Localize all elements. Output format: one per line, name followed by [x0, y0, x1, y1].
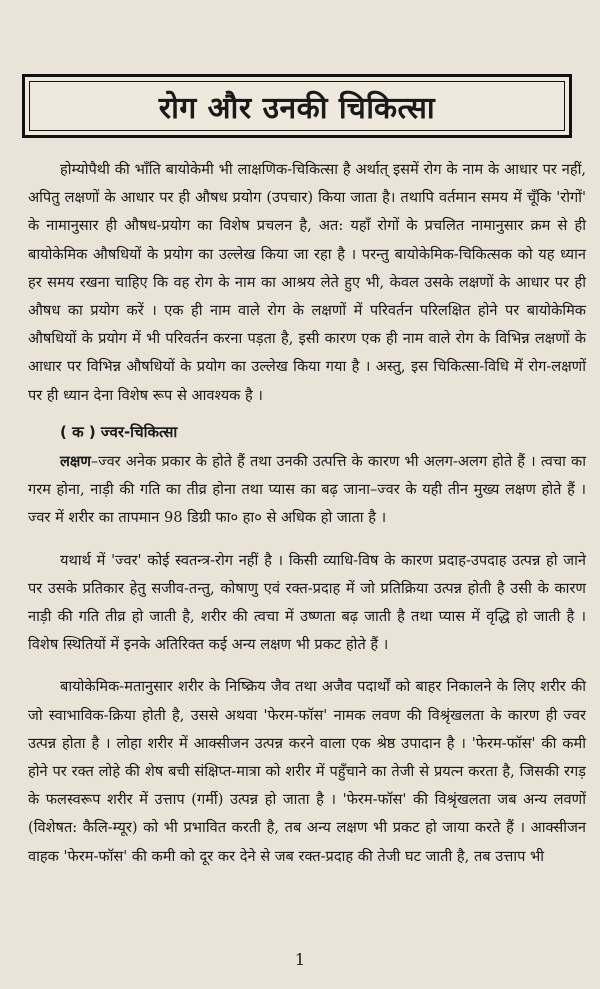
symptoms-text: –ज्वर अनेक प्रकार के होते हैं तथा उनकी उत्पत्ति के कारण भी अलग-अलग होते हैं । त्वचा का गरम होना, नाड़ी की गति का तीव्र होना तथा प्यास का बढ़ जाना–ज्वर के यही तीन मुख्य लक्षण होते हैं । ज्वर में शरीर का तापमान 98 डिग्री फा० हा० से अधिक हो जाता है । — [28, 453, 586, 527]
intro-paragraph: होम्योपैथी की भाँति बायोकेमी भी लाक्षणिक-चिकित्सा है अर्थात् इसमें रोग के नाम के आधार पर नहीं, अपितु लक्षणों के आधार पर ही औषध प्रयोग (उपचार) किया जाता है। तथापि वर्तमान समय में चूँकि 'रोगों' के नामानुसार ही औषध-प्रयोग का विशेष प्रचलन है, अत: यहाँ रोगों के प्रचलित नामानुसार क्रम से ही बायोकेमिक औषधियों के प्रयोग का उल्लेख किया जा रहा है । परन्तु बायोकेमिक-चिकित्सक को यह ध्यान हर समय रखना चाहिए कि वह रोग के नाम का आश्रय लेते हुए भी, केवल उसके लक्षणों के आधार पर ही औषध का प्रयोग करें । एक ही नाम वाले रोग के लक्षणों में परिवर्तन परिलक्षित होने पर बायोकेमिक औषधियों के प्रयोग में भी परिवर्तन करना पड़ता है, इसी कारण एक ही नाम वाले रोग के विभिन्न लक्षणों के आधार पर विभिन्न औषधियों के प्रयोग का उल्लेख किया गया है । अस्तु, इस चिकित्सा-विधि में रोग-लक्षणों पर ही ध्यान देना विशेष रूप से आवश्यक है । — [28, 161, 586, 404]
page-number: 1 — [294, 950, 306, 969]
fever-nature-paragraph: यथार्थ में 'ज्वर' कोई स्वतन्त्र-रोग नहीं है । किसी व्याधि-विष के कारण प्रदाह-उपदाह उत्पन्न हो जाने पर उसके प्रतिकार हेतु सजीव-तन्तु, कोषाणु एवं रक्त-प्रदाह में जो प्रतिक्रिया उत्पन्न होती है उसी के कारण नाड़ी की गति तीव्र हो जाती है, शरीर की त्वचा में उष्णता बढ़ जाती है तथा प्यास में वृद्धि हो जाती है । विशेष स्थितियों में इनके अतिरिक्त कई अन्य लक्षण भी प्रकट होते हैं । — [28, 551, 586, 654]
symptoms-paragraph — [28, 448, 586, 533]
title-frame — [22, 74, 572, 138]
chapter-title: रोग और उनकी चिकित्सा — [158, 90, 436, 126]
section-heading: ( क ) ज्वर-चिकित्सा — [60, 422, 178, 441]
body-text — [28, 156, 586, 885]
symptoms-term: लक्षण — [60, 453, 91, 471]
biochemic-view-paragraph: बायोकेमिक-मतानुसार शरीर के निष्क्रिय जैव तथा अजैव पदार्थों को बाहर निकालने के लिए शरीर की जो स्वाभाविक-क्रिया होती है, उससे अथवा 'फेरम-फॉस' नामक लवण की विश्रृंखलता के कारण ही ज्वर उत्पन्न होता है । लोहा शरीर में आक्सीजन उत्पन्न करने वाला एक श्रेष्ठ उपादान है । 'फेरम-फॉस' की कमी होने पर रक्त लोहे की शेष बची संक्षिप्त-मात्रा को शरीर में पहुँचाने का तेजी से प्रयत्न करता है, जिसकी रगड़ के फलस्वरूप शरीर में उत्ताप (गर्मी) उत्पन्न हो जाता है । 'फेरम-फॉस' की विश्रृंखलता जब अन्य लवणों (विशेषत: कैलि-म्यूर) को भी प्रभावित करती है, तब अन्य लक्षण भी प्रकट हो जाया करते हैं । आक्सीजन वाहक 'फेरम-फॉस' की कमी को दूर कर देने से जब रक्त-प्रदाह की तेजी घट जाती है, तब उत्ताप भी — [28, 678, 586, 865]
